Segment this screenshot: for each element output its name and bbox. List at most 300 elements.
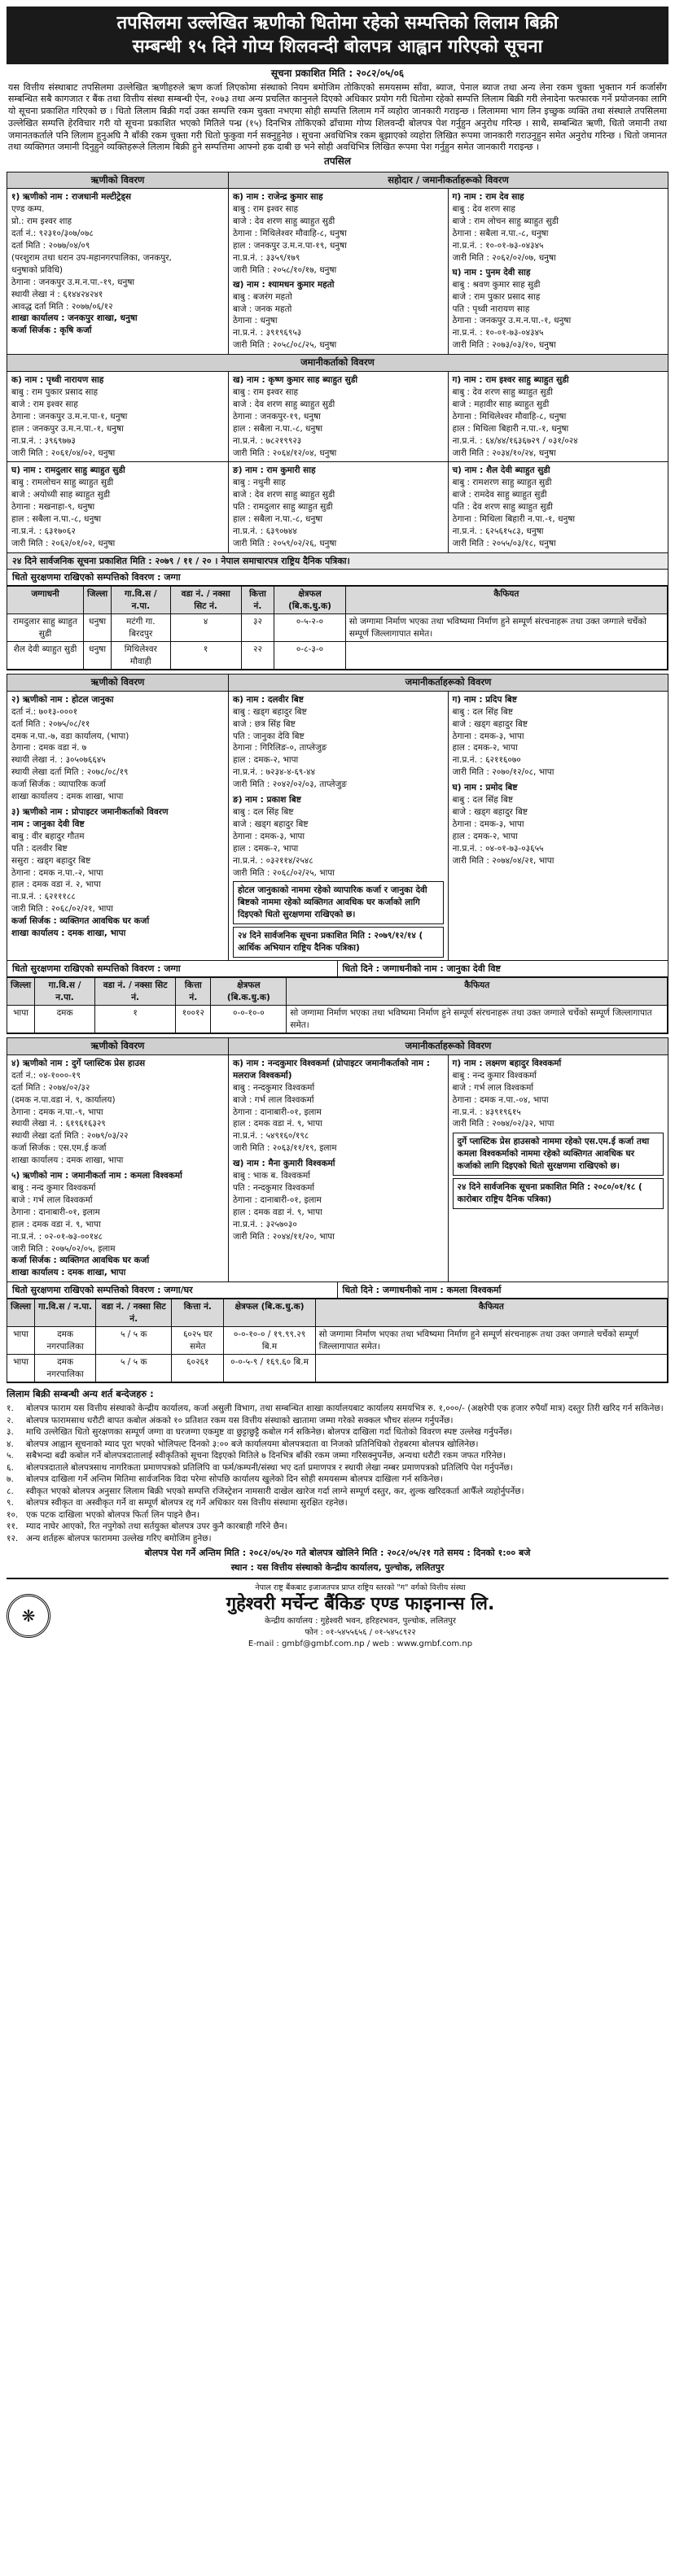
mortgagor-detail-line: ठेगाना : मिथिलेश्वर मौवाहि-८, धनुषा [233, 229, 347, 239]
guarantor-cell [449, 372, 668, 461]
mortgagor-detail-line: बाबु : राम इश्वर साह [233, 204, 299, 215]
mortgagor-detail-line: बाजे : राम लोचन साहु ब्याहुत सुडी [452, 216, 559, 227]
term-text: बोलपत्रदाताले बोलपत्रसाथ नागरिकता प्रमाणपत्रको प्रतिलिपि वा फर्म/कम्पनी/संस्था भए दर्ता प्रमाणपत्र र स्थायी लेखा नम्बर प्रमाणपत्रको प्रतिलिपि पेश गर्नुपर्नेछ। [26, 1462, 513, 1473]
guarantor-row-1 [7, 372, 668, 462]
borrower-detail-line: शाखा कार्यालय : दमक शाखा, भापा [11, 792, 124, 802]
property-cell: मटंगी गा. बिरदपुर [112, 614, 170, 642]
term-text: स्वीकृत भएको बोलपत्र अनुसार लिलाम बिक्री भएको सम्पत्ति रजिस्ट्रेशन नामसारी दाखेल खारेज गर्दा लाग्ने सम्पूर्ण दस्तुर, कर, शुल्क खरिदकर्ता आफैँले व्यहोर्नुपर्नेछ। [26, 1486, 524, 1496]
borrower-detail-line: दर्ता नं.: ९२३१०/३०७/०७८ [11, 229, 94, 239]
borrower-details-header: ऋणीको विवरण [7, 172, 229, 189]
proprietor-guarantor-title: ५) ऋणीको नाम : जमानीकर्ता नाम : कमला विश्वकर्मा [11, 1171, 182, 1181]
property-title-row [7, 1282, 668, 1299]
license-line: नेपाल राष्ट्र बैंकबाट इजाजतपत्र प्राप्त राष्ट्रिय स्तरको "ग" वर्गको वित्तीय संस्था [255, 1583, 466, 1593]
mortgagor-detail-line: ठेगाना : दानाबारी-०१, इलाम [233, 1194, 322, 1205]
term-item [7, 1533, 668, 1544]
guarantor-detail-line: ना.प्र.नं. : ६४/४४/१६३६७२९ / ०३१/०२४ [452, 435, 578, 446]
guarantor-cell [229, 462, 449, 552]
property-cell: भापा [7, 1355, 35, 1382]
property-row [7, 1327, 668, 1355]
term-number: २. [7, 1415, 14, 1426]
property-column-header: गा.वि.स / न.पा. [35, 978, 95, 1006]
borrower-detail-line: स्थायी लेखा नं. : ३०५०७६६४५ [11, 755, 106, 766]
property-column-header: जिल्ला [84, 587, 112, 614]
mortgagor-detail-line: ठेगाना : गिरिलिङ-०, ताप्लेजुङ [233, 743, 327, 753]
borrower-detail-line: दमक न.पा.-७, वडा कार्यालय, (भापा) [11, 731, 129, 741]
property-table [7, 1299, 668, 1382]
mortgagor-entry [453, 782, 664, 867]
guarantor-detail-line: ठेगाना : जनकपुर-१९, धनुषा [233, 411, 321, 421]
property-column-header: क्षेत्रफल (बि.क.धु.क) [274, 587, 346, 614]
property-title: धितो सुरक्षणमा राखिएको सम्पत्तिको विवरण : जग्गा/घर [7, 1282, 338, 1298]
mortgagor-name: ग) नाम : प्रदिप बिष्ट [452, 694, 517, 705]
guarantor-detail-line: ना.प्र.नं. : ६३१७०६२ [11, 526, 76, 536]
mortgagor-detail-line: बाबु : देव शरण साह [452, 204, 515, 215]
mortgagor-detail-line: हाल : दमक-२, भापा [452, 831, 518, 841]
term-item [7, 1439, 668, 1450]
mortgagor-cell-b [449, 1055, 668, 1281]
mortgagor-detail-line: ठेगाना : जनकपुर उ.म.न.पा.-१, धनुषा [452, 316, 572, 326]
company-footer [7, 1578, 668, 1649]
mortgagor-detail-line: पति : नन्दकुमार विश्वकर्मा [233, 1183, 315, 1194]
property-cell: ३२ [241, 614, 274, 642]
guarantor-detail-line: बाजे : राम इश्वर साह [11, 399, 78, 409]
property-row [7, 1006, 668, 1033]
guarantor-detail-line: बाबु : राम इश्वर साह [233, 386, 299, 397]
guarantor-detail-line: जारी मिति : २०५५/०३/१८, धनुषा [452, 538, 556, 548]
term-text: अन्य शर्तहरू बोलपत्र फाराममा उल्लेख गरिए बमोजिम हुनेछ। [26, 1533, 212, 1543]
property-cell: दमक नगरपालिका [35, 1355, 96, 1382]
term-number: ९. [7, 1498, 14, 1508]
guarantor-detail-line: जारी मिति : २०६२/०१/०२, धनुषा [11, 538, 116, 548]
mortgagor-detail-line: जारी मिति : २०४२/०२/०३, ताप्लेजुङ [233, 779, 347, 790]
guarantor-cell [449, 462, 668, 552]
mortgagor-detail-line: बाजे : गर्भ लाल विश्वकर्मा [452, 1082, 534, 1093]
proprietor-detail-line: ना.प्र.नं. : ०२-०१-७३-००१४८ [11, 1231, 103, 1242]
mortgagor-detail-line: ना.प्र.नं. : ०३२११४/२५४८ [233, 855, 313, 866]
property-column-header: क्षेत्रफल (बि.क.धु.क) [211, 978, 287, 1006]
proprietor-guarantor-title: ३) ऋणीको नाम : प्रोपाइटर जमानीकर्ताको विवरण [11, 807, 169, 818]
mortgagor-detail-line: ठेगाना : दानाबारी-०१, इलाम [233, 1107, 322, 1117]
property-cell: १ [170, 642, 241, 670]
publication-note: २४ दिने सार्वजनिक सूचना प्रकाशित मिति : २०८०/०१/१८ ( कारोबार राष्ट्रिय दैनिक पत्रिका) [453, 1178, 664, 1209]
property-table [7, 586, 668, 670]
property-cell: सो जग्गामा निर्माण भएका तथा भविष्यमा निर्माण हुने सम्पूर्ण संरचनाहरू तथा उक्त जग्गाले चर्चेको सम्पूर्ण जिल्लागापात समेत। [315, 1327, 667, 1355]
mortgagor-detail-line: बाबु : बजरंग महतो [233, 291, 292, 302]
borrower-detail-line: दर्ता मिति : २०७५/०८/११ [11, 718, 90, 729]
mortgagor-name: ग) नाम : राम देव साह [452, 192, 524, 203]
term-text: एक पटक दाखिला भएको बोलपत्र फिर्ता लिन पाइने छैन। [26, 1509, 199, 1520]
borrower-detail-line: धनुषाको प्रविधि) [11, 264, 63, 275]
guarantor-detail-line: जारी मिति : २०३४/१०/२४, धनुषा [452, 448, 556, 458]
borrower-detail-line: ठेगाना : दमक वडा नं. ७ [11, 743, 87, 753]
guarantor-detail-line: ना.प्र.नं. : ६२५६१५८३, धनुषा [452, 526, 544, 536]
borrower-detail-line: दर्ता नं.: ०४-१०००-१९ [11, 1070, 81, 1081]
company-name: गुहेश्वरी मर्चेन्ट बैंकिङ एण्ड फाइनान्स लि. [226, 1594, 495, 1615]
mortgagor-entry [233, 1158, 444, 1242]
term-number: ७. [7, 1474, 14, 1485]
term-number: ५. [7, 1451, 14, 1461]
property-row [7, 614, 668, 642]
mortgagor-entry [453, 694, 664, 779]
property-cell: सो जग्गामा निर्माण भएका तथा भविष्यमा निर्माण हुने सम्पूर्ण संरचनाहरू तथा उक्त जग्गाले चर्चेको सम्पूर्ण जिल्लागापात समेत। [345, 614, 667, 642]
mortgagor-detail-line: जारी मिति : २०७४/०४/२१, भापा [452, 855, 554, 866]
property-cell: ०-०-५-९ / १६९.६० बि.म [224, 1355, 316, 1382]
property-cell: दमक [35, 1006, 95, 1033]
mortgagor-details-header: सहोदार / जमानीकर्ताहरूको विवरण [388, 173, 509, 186]
mortgagor-detail-line: जारी मिति : २०६८/०२/२५, भापा [233, 867, 335, 878]
mortgagor-detail-line: बाबु : श्रवण कुमार साह सुडी [452, 279, 541, 290]
borrower-detail-line: एण्ड कम्प. [11, 204, 45, 215]
mortgagor-detail-line: ना.प्र.नं. : १०-०१-७३-०४३४५ [452, 241, 544, 251]
property-table [7, 977, 668, 1033]
guarantor-detail-line: बाबु : नथुनी साह [233, 478, 286, 488]
mortgagor-name: क) नाम : दलवीर बिष्ट [233, 694, 304, 705]
borrower-detail-line: (दमक न.पा.वडा नं. ९, कार्यालय) [11, 1094, 116, 1105]
guarantor-detail-line: बाजे : देव शरण साहु ब्याहुत सुडी [233, 490, 335, 500]
mortgagor-detail-line: हाल : जनकपुर उ.म.न.पा-१९, धनुषा [233, 241, 347, 251]
mortgagor-cell-a [229, 189, 449, 354]
property-column-header: कित्ता नं. [176, 978, 211, 1006]
guarantor-detail-line: बाजे : रामदेव साहु ब्याहुत सुडी [452, 490, 547, 500]
guarantor-detail-line: हाल : सबैला न.पा.-८, धनुषा [11, 514, 102, 525]
guarantor-detail-line: ठेगाना : जनकपुर उ.म.न.पा-१, धनुषा [11, 411, 128, 421]
term-number: ४. [7, 1439, 14, 1449]
property-cell: ०-०-१०-० [211, 1006, 287, 1033]
publication-bar: २४ दिने सार्वजनिक सूचना प्रकाशित मिति : २०७९ / ११ / २० । नेपाल समाचारपत्र राष्ट्रिय दैनिक पत्रिका। [7, 553, 668, 570]
property-cell: ५ / ५ क [96, 1355, 172, 1382]
banner-title-line2: सम्बन्धी १५ दिने गोप्य शिलवन्दी बोलपत्र आह्वान गरिएको सूचना [132, 37, 543, 58]
term-text: माथि उल्लेखित धितो सुरक्षणका सम्पूर्ण जग्गा वा घरजग्गा एकमुष्ट वा छुट्टाछुट्टै कबोल गर्न सकिनेछ। बोलपत्र दाखिला गर्दा धितोको विवरण स्पष्ट उल्लेख गर्नुपर्नेछ। [26, 1427, 513, 1438]
proprietor-detail-line: जारी मिति : २०६८/०२/२१, भापा [11, 904, 113, 915]
mortgagor-details-header: जमानीकर्ताहरूको विवरण [405, 1040, 492, 1052]
property-cell: १ [95, 1006, 176, 1033]
mortgagor-detail-line: जारी मिति : २०४४/११/२०, भापा [233, 1231, 335, 1242]
loan-type: कर्जा सिर्जक : व्यक्तिगत आवधिक घर कर्जा [11, 916, 150, 927]
company-address: केन्द्रीय कार्यालय : गुहेश्वरी भवन, हरिहरभवन, पुल्चोक, ललितपुर [265, 1616, 456, 1626]
term-item [7, 1474, 668, 1485]
guarantor-name: क) नाम : पृथ्वी नारायण साह [11, 375, 104, 386]
mortgagor-detail-line: ना.प्र.नं. : १०-०१-७३-०४३४५ [452, 328, 544, 338]
proprietor-detail-line: ठेगाना : दानाबारी-०१, इलाम [11, 1207, 100, 1217]
mortgagor-cell-b [449, 189, 668, 354]
guarantor-detail-line: ठेगाना : मिथिलेश्वर मौवाहि-८, धनुषा [452, 411, 567, 421]
mortgagor-detail-line: ठेगाना : दमक-३, भापा [452, 731, 524, 741]
property-cell: २२ [241, 642, 274, 670]
mortgagor-name: क) नाम : राजेन्द्र कुमार साह [233, 192, 323, 203]
property-owner: धितो दिने : जग्गाधनीको नाम : कमला विश्वकर्मा [342, 1285, 502, 1296]
property-cell: भापा [7, 1327, 35, 1355]
property-cell: मिथिलेश्वर मौवाही [112, 642, 170, 670]
guarantor-detail-line: बाजे : महावीर साह ब्याहुत सुडी [452, 399, 550, 409]
guarantor-detail-line: ना.प्र.नं. : ७८२१९९२३ [233, 435, 302, 446]
property-column-header: कित्ता नं. [172, 1299, 224, 1327]
property-owner: धितो दिने : जग्गाधनीको नाम : जानुका देवी विष्ट [342, 963, 501, 974]
mortgagor-detail-line: ना.प्र.नं. : ४३९१९६१५ [452, 1107, 521, 1117]
mortgagor-detail-line: हाल : दमक-२, भापा [452, 743, 518, 753]
security-note: दुर्गे प्लास्टिक प्रेस हाउसको नाममा रहेको एस.एम.ई कर्जा तथा कमला विश्वकर्माको नाममा रहेको व्यक्तिगत आवधिक घर कर्जाको लागि दिइएको धितो सुरक्षणमा राखिएको छ। [453, 1133, 664, 1176]
proprietor-detail-line: ठेगाना : दमक न.पा.-२, भापा [11, 867, 103, 878]
property-cell: धनुषा [84, 642, 112, 670]
term-text: सबैभन्दा बढी कबोल गर्ने बोलपत्रदातालाई स्वीकृतिको सूचना दिइएको मितिले ७ दिनभित्र बाँकी रकम जम्मा गरिसक्नुपर्नेछ, अन्यथा धरौटी रकम जफत गरिनेछ। [26, 1451, 506, 1461]
property-column-header: गा.वि.स / न.पा. [35, 1299, 96, 1327]
property-row [7, 1355, 668, 1382]
borrower-detail-line: दर्ता नं.: ७०१३-०००१ [11, 706, 78, 717]
mortgagor-entry [233, 694, 444, 791]
property-column-header: गा.वि.स / न.पा. [112, 587, 170, 614]
mortgagor-entry [233, 794, 444, 879]
borrower-detail-line: स्थायी लेखा दर्ता मिति : २०७९/०३/२२ [11, 1131, 129, 1142]
guarantor-detail-line: हाल : सबैला न.पा.-८, धनुषा [233, 423, 323, 434]
branch-office: शाखा कार्यालय : दमक शाखा, भापा [11, 928, 126, 939]
proprietor-detail-line: जारी मिति : २०७५/०२/०५, इलाम [11, 1243, 116, 1254]
mortgagor-detail-line: हाल : दमक वडा नं. ९, भापा [233, 1119, 322, 1129]
publication-note: २४ दिने सार्वजनिक सूचना प्रकाशित मिति : २०७९/१२/१४ ( आर्थिक अभियान राष्ट्रिय दैनिक पत्रिका) [233, 927, 444, 958]
property-cell: ५ / ५ क [96, 1327, 172, 1355]
property-column-header: वडा नं. / नक्सा सिट नं. [96, 1299, 172, 1327]
term-number: १. [7, 1404, 14, 1414]
borrower-detail-line: कर्जा सिर्जक : व्यापारिक कर्जा [11, 779, 106, 790]
property-cell: सो जग्गामा निर्माण भएका तथा भविष्यमा निर्माण हुने सम्पूर्ण संरचनाहरू तथा उक्त जग्गाले चर्चेको सम्पूर्ण जिल्लागापात समेत। [287, 1006, 668, 1033]
branch-office: शाखा कार्यालय : जनकपुर शाखा, धनुषा [11, 313, 138, 324]
borrower-detail-line: ठेगाना : जनकपुर उ.म.न.पा.-१९, धनुषा [11, 277, 135, 287]
guarantor-detail-line: बाजे : देव शरण साहु ब्याहुत सुडी [233, 399, 335, 409]
notice-date: सूचना प्रकाशित मिति : २०८२/०५/०६ [270, 68, 405, 80]
proprietor-detail-line: बाजे : गर्भ लाल विश्वकर्मा [11, 1194, 93, 1205]
guarantor-detail-line: जारी मिति : २०६४/१२/०४, धनुषा [233, 448, 337, 458]
property-cell: १००१२ [176, 1006, 211, 1033]
property-column-header: कित्ता नं. [241, 587, 274, 614]
terms-section [7, 1388, 668, 1544]
mortgagor-name: ख) नाम : मैना कुमारी विश्वकर्मा [233, 1159, 335, 1169]
property-cell: भापा [7, 1006, 35, 1033]
terms-title: लिलाम बिक्री सम्बन्धी अन्य शर्त बन्देजहरु : [7, 1388, 154, 1400]
property-column-header: वडा नं. / नक्सा सिट नं. [95, 978, 176, 1006]
mortgagor-detail-line: ठेगाना : दमक न.पा.-०४, भापा [452, 1094, 549, 1105]
proprietor-detail-line: ना.प्र.नं. : ६२१११८८ [11, 892, 76, 902]
mortgagor-details-header: जमानीकर्ताहरूको विवरण [405, 676, 492, 688]
mortgagor-detail-line: बाबु : दल सिंह बिष्ट [452, 795, 514, 806]
borrower-name: १) ऋणीको नाम : राजधानी मल्टीट्रेड्स [11, 192, 132, 203]
borrower-detail-line: दर्ता मिति : २०७७/०४/०९ [11, 241, 90, 251]
borrower-detail-line: शाखा कार्यालय : दमक शाखा, भापा [11, 1155, 124, 1166]
guarantor-detail-line: हाल : मिथिला बिहारी न.पा.-१, धनुषा [452, 423, 569, 434]
term-text: म्याद नाघेर आएको, रित नपुगेको तथा सर्तयुक्त बोलपत्र उपर कुनै कारबाही गरिने छैन। [26, 1522, 287, 1532]
property-column-header: जग्गाधनी [7, 587, 84, 614]
term-item [7, 1497, 668, 1508]
mortgagor-detail-line: बाबु : भाक ब. विश्वकर्मा [233, 1171, 311, 1181]
guarantor-detail-line: ना.प्र.नं. : ६३९०७४४ [233, 526, 297, 536]
mortgagor-detail-line: बाजे : राम पुकार प्रसाद साह [452, 291, 541, 302]
mortgagor-detail-line: हाल : दमक-२, भापा [233, 843, 299, 854]
mortgagor-entry [453, 1058, 664, 1130]
security-note: होटल जानुकाको नाममा रहेको व्यापारिक कर्जा र जानुका देवी बिष्टको नाममा रहेको व्यक्तिगत आवधिक घर कर्जाको लागि दिइएको धितो सुरक्षणमा राखिएको छ। [233, 881, 444, 924]
borrower-name: २) ऋणीको नाम : होटल जानुका [11, 694, 114, 705]
mortgagor-detail-line: जारी मिति : २०५८/०८/२५, धनुषा [233, 340, 337, 351]
proprietor-name: नाम : जानुका देवी विष्ट [11, 819, 85, 829]
property-column-header: क्षेत्रफल (बि.क.धु.क) [224, 1299, 316, 1327]
borrower-detail-line: स्थायी लेखा नं. : ६१९६१६३२९ [11, 1119, 106, 1129]
mortgagor-detail-line: ना.प्र.नं. : ३३५९/१७९ [233, 252, 300, 263]
property-cell: ०-८-३-० [274, 642, 346, 670]
notice-banner [7, 7, 668, 64]
mortgagor-detail-line: ना.प्र.नं. : ३२५७०३० [233, 1219, 297, 1229]
block2-main-row [7, 692, 668, 961]
bid-location: स्थान : यस वित्तीय संस्थाको केन्द्रीय कार्यालय, पुल्चोक, ललितपुर [230, 1562, 445, 1574]
proprietor-detail-line: पति : दलवीर बिष्ट [11, 843, 68, 854]
property-cell: ०-५-२-० [274, 614, 346, 642]
mortgagor-name: क) नाम : नन्दकुमार विश्वकर्मा (प्रोपाइटर जमानीकर्ताको नाम : मलराज विश्वकर्मा) [233, 1058, 430, 1081]
mortgagor-detail-line: ठेगाना : दमक-३, भापा [452, 819, 524, 829]
property-cell: धनुषा [84, 614, 112, 642]
property-cell [345, 642, 667, 670]
term-item [7, 1521, 668, 1532]
mortgagor-detail-line: ना.प्र.नं. : ३९१९६९५३ [233, 328, 302, 338]
mortgagor-detail-line: जारी मिति : २०७०/१२/०८, भापा [452, 767, 554, 778]
mortgagor-detail-line: बाबु : नन्दकुमार विश्वकर्मा [233, 1082, 315, 1093]
proprietor-detail-line: बाबु : वीर बहादुर गौतम [11, 831, 85, 841]
mortgagor-name: घ) नाम : प्रमोद बिष्ट [452, 783, 518, 793]
company-logo-icon: ❋ [7, 1594, 50, 1638]
term-text: बोलपत्र फारामसाथ धरौटी बापत कबोल अंकको १० प्रतिशत रकम यस वित्तीय संस्थाको खातामा जम्मा गरेको सक्कल भौचर संलग्न गर्नुपर्नेछ। [26, 1415, 454, 1426]
tapasil-label: तपसिल [323, 155, 351, 168]
mortgagor-detail-line: बाजे : देव शरण साहु ब्याहुत सुडी [233, 216, 335, 227]
term-item [7, 1403, 668, 1414]
block3-main-row [7, 1055, 668, 1282]
mortgagor-detail-line: ठेगाना : सबैला न.पा.-८, धनुषा [452, 229, 549, 239]
property-cell: शैल देवी ब्याहुत सुडी [7, 642, 84, 670]
borrower-detail-line: दर्ता मिति : २०७४/०२/३२ [11, 1082, 90, 1093]
guarantor-detail-line: हाल : सबैला न.पा.-८, धनुषा [233, 514, 323, 525]
mortgagor-cell-a [229, 1055, 449, 1281]
term-text: बोलपत्र दाखिला गर्ने अन्तिम मितिमा सार्वजनिक विदा परेमा सोपछि कार्यालय खुलेको दिन सोही समयसम्म बोलपत्र दाखिला गर्न सकिनेछ। [26, 1474, 443, 1485]
borrower-detail-line: आवद्ध दर्ता मिति : २०७७/०६/१२ [11, 301, 113, 312]
borrower-details-header: ऋणीको विवरण [7, 1038, 229, 1054]
borrower-detail-line: स्थायी लेखा दर्ता मिति : २०७८/०८/१९ [11, 767, 129, 778]
proprietor-detail-line: हाल : दमक वडा नं. ९, भापा [11, 1219, 101, 1229]
property-cell: रामदुलार साहु ब्याहुत सुडी [7, 614, 84, 642]
mortgagor-detail-line: बाजे : खड्ग बहादुर बिष्ट [233, 819, 309, 829]
property-column-header: कैफियत [345, 587, 667, 614]
guarantor-name: च) नाम : शैल देवी ब्याहुत सुडी [452, 465, 550, 476]
mortgagor-detail-line: जारी मिति : २०६२/०२/०७, धनुषा [452, 252, 556, 263]
guarantor-detail-line: ना.प्र.नं. : ३९६९७७३ [11, 435, 76, 446]
borrower-cell [7, 692, 229, 960]
term-item [7, 1462, 668, 1474]
guarantor-detail-line: बाबु : रामलोचन साहु ब्याहुत सुडी [11, 478, 114, 488]
term-text: बोलपत्र फाराम यस वित्तीय संस्थाको केन्द्रीय कार्यालय, कर्जा असुली विभाग, तथा सम्बन्धित शाखा कार्यालयबाट कार्यालय समयभित्र रु. १,०००/- (अक्षरेपी एक हजार रुपैयाँ मात्र) दस्तुर तिरी खरिद गर्न सकिनेछ। [26, 1404, 664, 1414]
mortgagor-detail-line: जारी मिति : २०७४/०२/३२, भापा [452, 1119, 554, 1129]
term-number: ८. [7, 1486, 14, 1496]
guarantor-detail-line: जारी मिति : २०५९/०२/२६, धनुषा [233, 538, 337, 548]
mortgagor-entry [233, 1058, 444, 1155]
guarantor-detail-line: बाबु : देव शरण साहु ब्याहुत सुडी [452, 386, 553, 397]
borrower-cell [7, 189, 229, 354]
property-block-3 [7, 1037, 668, 1383]
borrower-name: ४) ऋणीको नाम : दुर्गे प्लास्टिक प्रेस हाउस [11, 1058, 146, 1068]
borrower-cell [7, 1055, 229, 1281]
term-text: बोलपत्र आह्वान सूचनाको म्याद पूरा भएको भोलिपल्ट दिनको ३:०० बजे कार्यालयमा बोलपत्रदाता वा निजको प्रतिनिधिको रोहबरमा बोलपत्र खोलिनेछ। [26, 1439, 479, 1449]
mortgagor-detail-line: ना.प्र.नं. : ६२११६०७० [452, 755, 521, 766]
mortgagor-detail-line: ठेगाना : दमक-३, भापा [233, 831, 305, 841]
property-cell: ०-०-१०-० / १९.९९.२९ बि.म [224, 1327, 316, 1355]
block1-main-row [7, 189, 668, 355]
mortgagor-detail-line: पति : जानुका देवि बिष्ट [233, 731, 305, 741]
mortgagor-detail-line: बाबु : दल सिंह बिष्ट [452, 706, 514, 717]
guarantor-name: ख) नाम : कृष्ण कुमार साह ब्याहुत सुडी [233, 375, 358, 386]
guarantor-detail-line: पति : रामदुलार साहु ब्याहुत सुडी [233, 502, 333, 513]
guarantor-name: घ) नाम : रामदुलार साहु ब्याहुत सुडी [11, 465, 125, 476]
company-email-link[interactable]: E-mail : gmbf@gmbf.com.np / web : www.gmbf.com.np [248, 1639, 473, 1648]
branch-office: शाखा कार्यालय : दमक शाखा, भापा [11, 1268, 126, 1278]
guarantor-detail-line: पति : देव शरण साहु ब्याहुत सुडी [452, 502, 553, 513]
block3-header [7, 1038, 668, 1055]
bid-dates: बोलपत्र पेश गर्ने अन्तिम मिति : २०८२/०५/२० गते बोलपत्र खोलिने मिति : २०८२/०५/२१ गते समय : दिनको १:०० बजे [144, 1548, 531, 1559]
term-number: १२. [7, 1533, 19, 1543]
guarantor-cell [7, 372, 229, 461]
borrower-details-header: ऋणीको विवरण [7, 675, 229, 691]
mortgagor-detail-line: ना.प्र.नं. : ०४-०१-७३-०३६५५ [452, 843, 544, 854]
guarantor-detail-line: ठेगाना : मखनाहा-९, धनुषा [11, 502, 95, 513]
mortgagor-detail-line: बाजे : खड्ग बहादुर बिष्ट [452, 718, 528, 729]
mortgagor-detail-line: जारी मिति : २०५८/१०/१७, धनुषा [233, 264, 337, 275]
property-cell: ६०२५ घर समेत [172, 1327, 224, 1355]
mortgagor-detail-line: पति : पृथ्वी नारायण साह [452, 303, 530, 314]
term-item [7, 1509, 668, 1521]
mortgagor-detail-line: ना.प्र.नं. : ७२३४-४-६९-४४ [233, 767, 316, 778]
term-item [7, 1450, 668, 1461]
property-column-header: कैफियत [287, 978, 668, 1006]
guarantor-detail-line: बाबु : राम पुकार प्रसाद साह [11, 386, 99, 397]
guarantor-row-2 [7, 462, 668, 552]
mortgagor-name: ख) नाम : श्यामधन कुमार महतो [233, 279, 335, 290]
borrower-detail-line: प्रो.: राम इश्वर शाह [11, 216, 72, 227]
block2-header [7, 675, 668, 692]
guarantor-detail-line: ठेगाना : मिथिला बिहारी न.पा.-१, धनुषा [452, 514, 576, 525]
guarantor-detail-line: बाजे : अयोध्यी साह ब्याहुत सुडी [11, 490, 111, 500]
guarantor-name: ङ) नाम : राम कुमारी साह [233, 465, 316, 476]
mortgagor-detail-line: बाजे : छत्र सिंह बिष्ट [233, 718, 296, 729]
mortgagor-detail-line: बाबु : नन्द कुमार विश्वकर्मा [452, 1070, 537, 1081]
mortgagor-detail-line: बाबु : खड्ग बहादुर बिष्ट [233, 706, 307, 717]
mortgagor-detail-line: जारी मिति : २०७३/०३/१०, धनुषा [452, 340, 556, 351]
notice-page [7, 7, 668, 1649]
property-column-header: कैफियत [315, 1299, 667, 1327]
property-title-row [7, 961, 668, 977]
property-cell: दमक नगरपालिका [35, 1327, 96, 1355]
guarantor-header-row [7, 355, 668, 372]
property-column-header: जिल्ला [7, 978, 35, 1006]
property-column-header: वडा नं. / नक्सा सिट नं. [170, 587, 241, 614]
term-number: ६. [7, 1462, 14, 1473]
proprietor-detail-line: ससुरा : खड्ग बहादुर बिष्ट [11, 855, 91, 866]
term-number: १०. [7, 1509, 19, 1520]
mortgagor-detail-line: जारी मिति : २०६३/११/१९, इलाम [233, 1143, 337, 1154]
property-cell: ४ [170, 614, 241, 642]
mortgagor-name: घ) नाम : पुनम देवी साह [452, 267, 531, 277]
mortgagor-detail-line: बाबु : दल सिंह बिष्ट [233, 807, 294, 818]
borrower-detail-line: ठेगाना : दमक न.पा.-९, भापा [11, 1107, 103, 1117]
banner-title-line1: तपसिलमा उल्लेखित ऋणीको धितोमा रहेको सम्पत्तिको लिलाम बिक्री [116, 13, 559, 33]
guarantor-cell [7, 462, 229, 552]
guarantor-detail-line: हाल : जनकपुर उ.म.न.पा.-१, धनुषा [11, 423, 124, 434]
mortgagor-detail-line: बाजे : गर्भ लाल विश्वकर्मा [233, 1094, 314, 1105]
borrower-detail-line: (परशुराम तथा धरान उप-महानगरपालिका, जनकपुर, [11, 252, 172, 263]
property-cell [315, 1355, 667, 1382]
property-column-header: जिल्ला [7, 1299, 35, 1327]
guarantor-name: ग) नाम : राम इश्वर साहु ब्याहुत सुडी [452, 375, 569, 386]
company-phone: फोन : ०१-५४५५६५६ / ०१-५४५८९२२ [305, 1627, 416, 1637]
mortgagor-detail-line: ठेगाना : धनुषा [233, 316, 278, 326]
